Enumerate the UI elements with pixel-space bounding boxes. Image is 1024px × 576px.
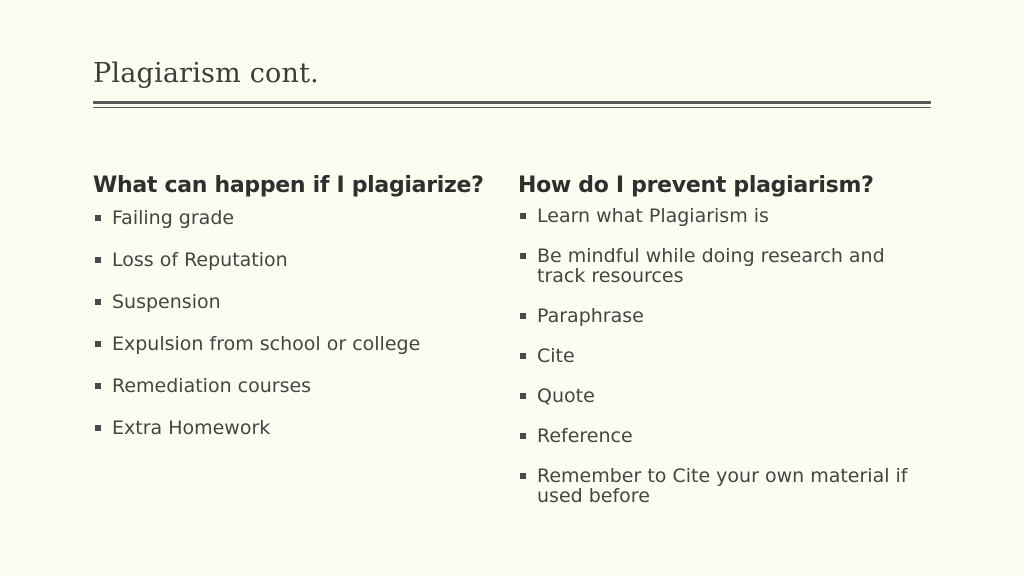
title-divider-thin xyxy=(93,107,931,108)
prevention-column xyxy=(518,172,933,526)
list-item xyxy=(93,334,493,354)
list-item-text: Reference xyxy=(537,425,633,447)
list-item-text: Learn what Plagiarism is xyxy=(537,205,769,227)
square-bullet-icon xyxy=(520,393,526,399)
list-item-text: Remember to Cite your own material if used before xyxy=(537,465,908,507)
list-item xyxy=(518,246,933,286)
list-item xyxy=(93,376,493,396)
list-item-text: Suspension xyxy=(112,291,221,313)
consequences-column xyxy=(93,172,493,460)
list-item xyxy=(93,208,493,228)
square-bullet-icon xyxy=(520,433,526,439)
title-divider-thick xyxy=(93,101,931,104)
list-item-text: Expulsion from school or college xyxy=(112,333,421,355)
square-bullet-icon xyxy=(95,299,101,305)
list-item-text: Failing grade xyxy=(112,207,235,229)
list-item xyxy=(518,306,933,326)
consequences-list xyxy=(93,208,493,438)
square-bullet-icon xyxy=(95,425,101,431)
square-bullet-icon xyxy=(95,341,101,347)
list-item-text: Be mindful while doing research and track resources xyxy=(537,245,885,287)
list-item-text: Paraphrase xyxy=(537,305,644,327)
prevention-heading: How do I prevent plagiarism? xyxy=(518,173,874,198)
consequences-heading: What can happen if I plagiarize? xyxy=(93,173,484,198)
square-bullet-icon xyxy=(520,353,526,359)
square-bullet-icon xyxy=(520,313,526,319)
list-item-text: Extra Homework xyxy=(112,417,271,439)
square-bullet-icon xyxy=(520,213,526,219)
list-item-text: Remediation courses xyxy=(112,375,312,397)
list-item xyxy=(93,250,493,270)
list-item xyxy=(93,292,493,312)
list-item-text: Loss of Reputation xyxy=(112,249,288,271)
list-item xyxy=(93,418,493,438)
list-item-text: Quote xyxy=(537,385,595,407)
square-bullet-icon xyxy=(520,473,526,479)
list-item xyxy=(518,426,933,446)
list-item-text: Cite xyxy=(537,345,575,367)
square-bullet-icon xyxy=(95,383,101,389)
square-bullet-icon xyxy=(95,215,101,221)
list-item xyxy=(518,346,933,366)
list-item xyxy=(518,466,933,506)
slide-title: Plagiarism cont. xyxy=(93,58,319,89)
square-bullet-icon xyxy=(520,253,526,259)
list-item xyxy=(518,386,933,406)
prevention-list xyxy=(518,206,933,506)
list-item xyxy=(518,206,933,226)
square-bullet-icon xyxy=(95,257,101,263)
